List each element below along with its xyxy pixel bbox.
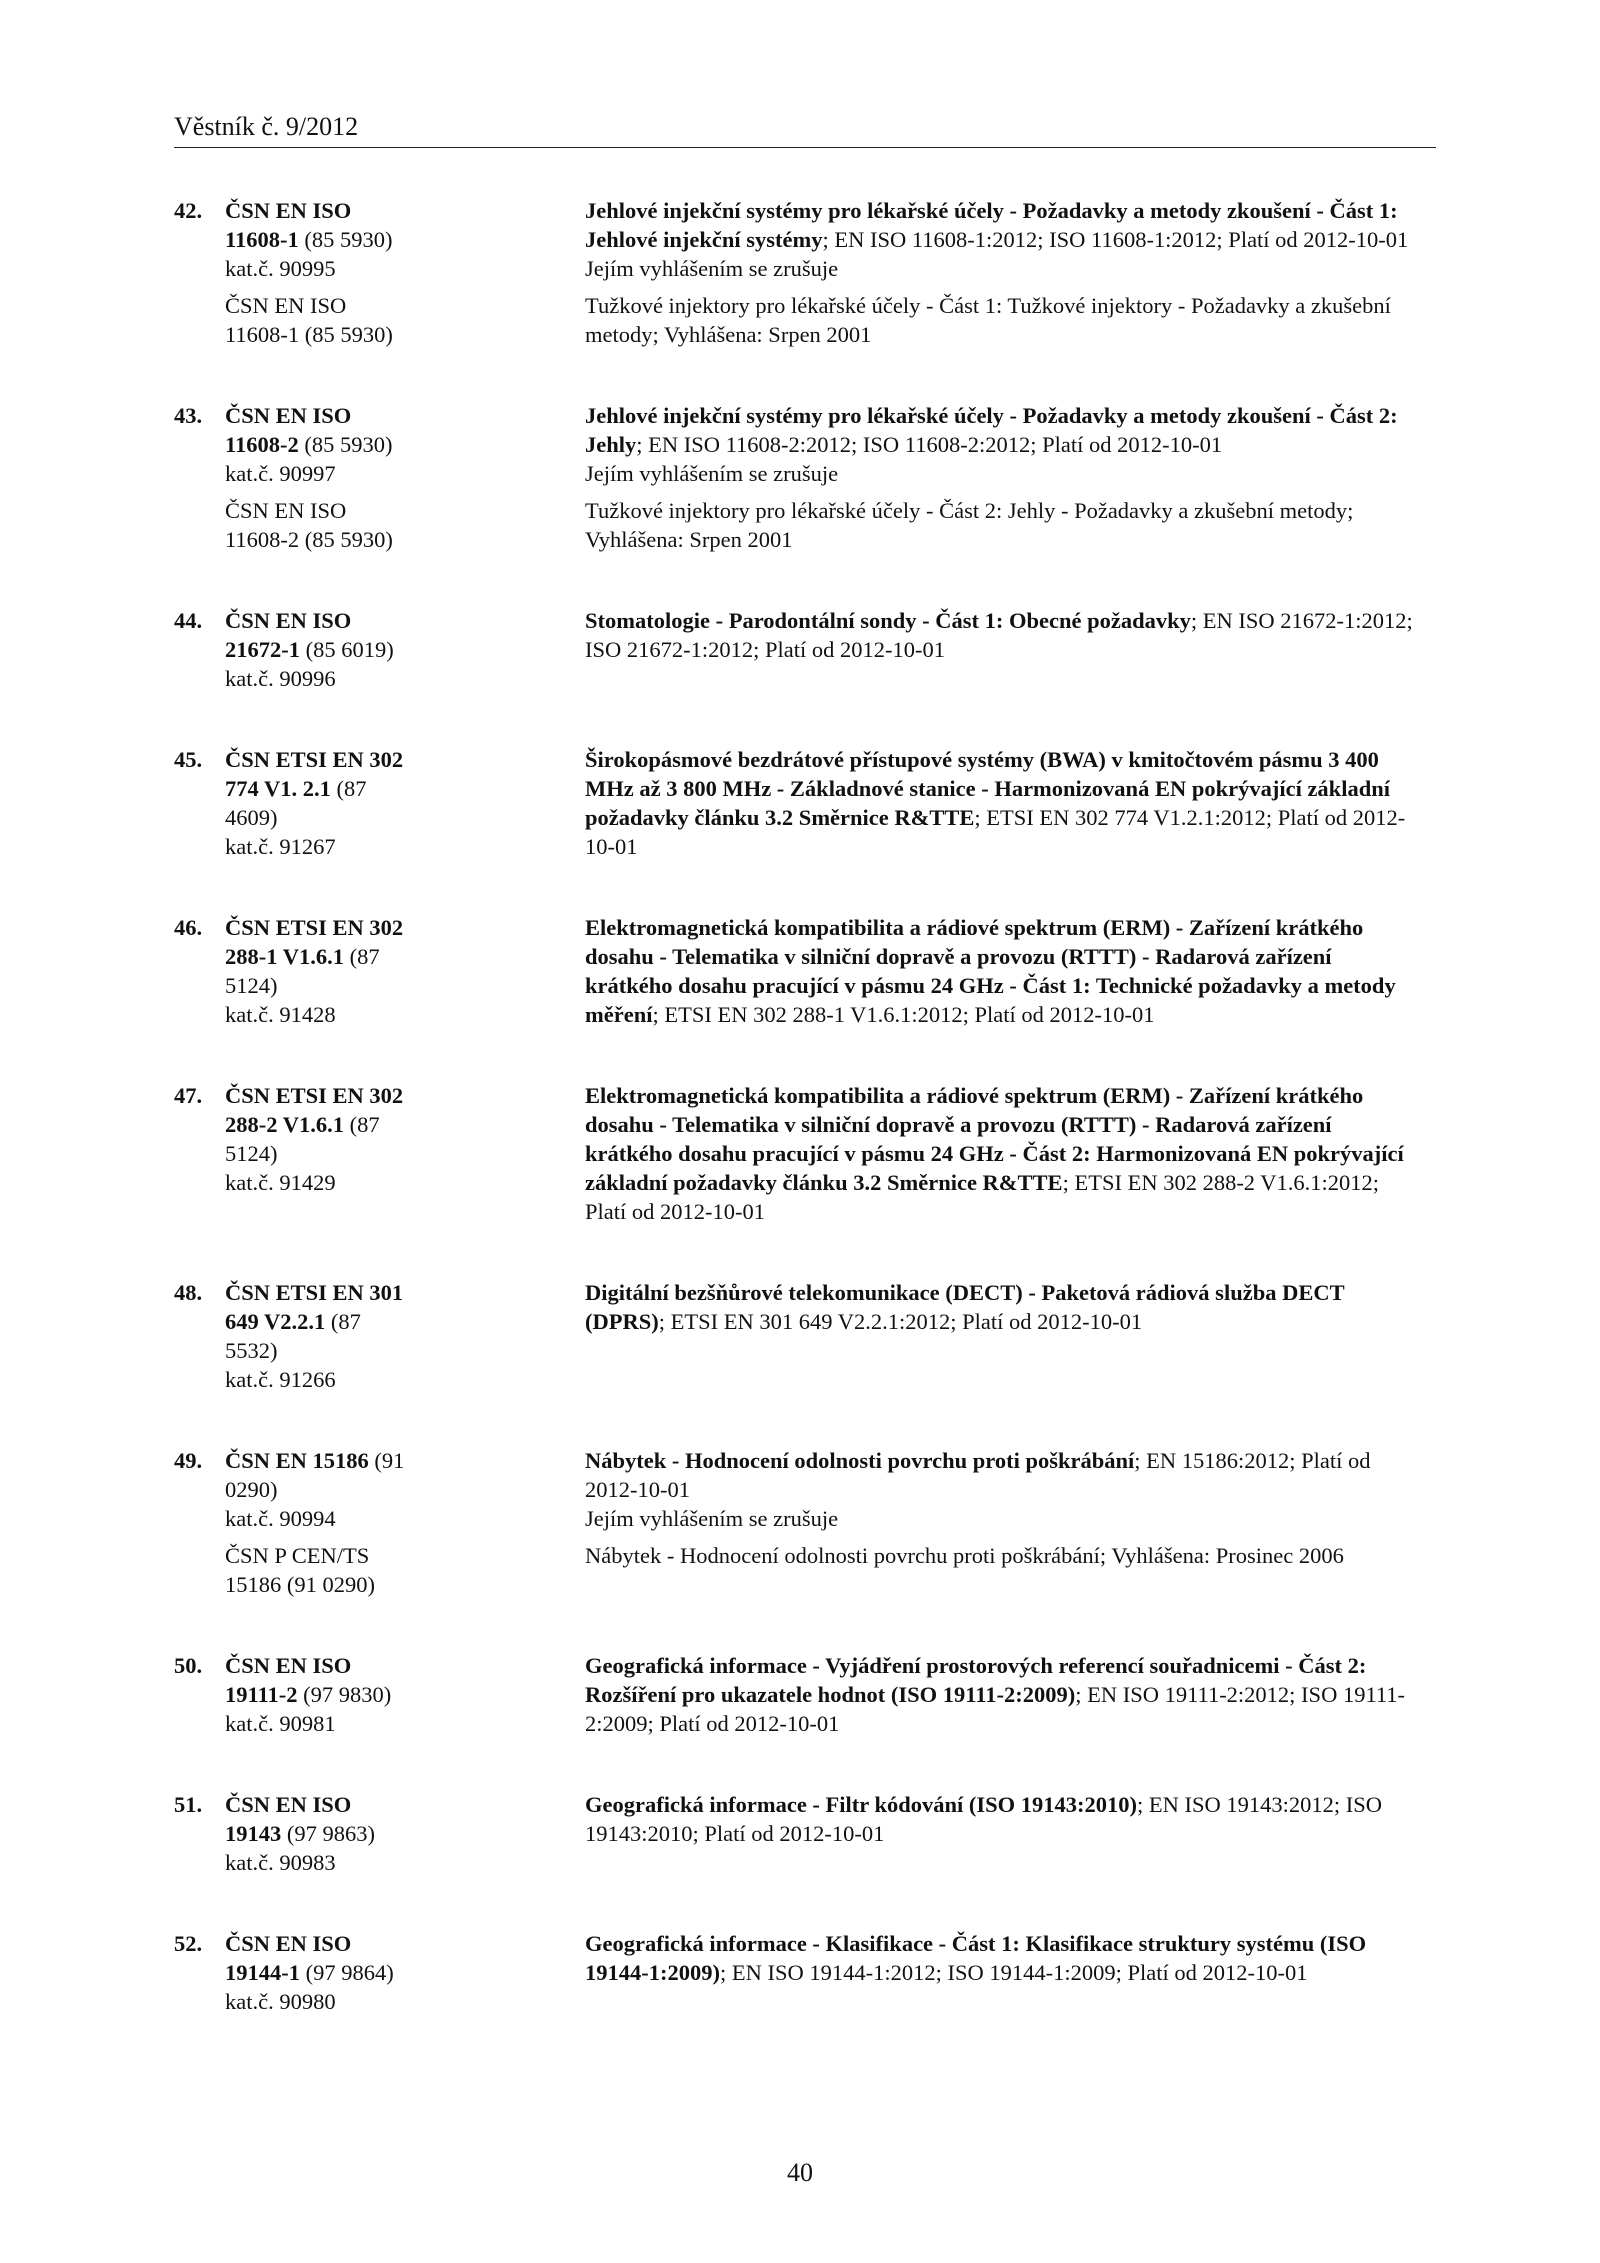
standard-title [585,913,1415,1029]
journal-header: Věstník č. 9/2012 [174,112,359,141]
standard-ident [0,913,411,1029]
standard-code: ČSN EN ISO 19143 [225,1792,352,1846]
catalog-number: kat.č. 90983 [225,1850,336,1875]
supersedes-note: Jejím vyhlášením se zrušuje [585,461,839,486]
title-bold: Nábytek - Hodnocení odolnosti povrchu proti poškrábání [585,1448,1135,1473]
entry-number: 43. [174,403,203,428]
class-code: (87 5124) [225,944,380,998]
title-bold: Širokopásmové bezdrátové přístupové systémy (BWA) v kmitočtovém pásmu 3 400 MHz až 3 800 MHz - Základnové stanice - Harmonizovaná EN pokrývající základní požadavky článku 3.2 Směrnice R&TTE [585,747,1390,830]
entry-number: 45. [174,747,203,772]
replaced-standard-code: ČSN EN ISO 11608-1 (85 5930) [225,293,393,347]
replaced-standard-text: Tužkové injektory pro lékařské účely - Část 2: Jehly - Požadavky a zkušební metody; Vyhlášena: Srpen 2001 [585,498,1354,552]
catalog-number: kat.č. 91429 [225,1170,336,1195]
class-code: (87 5124) [225,1112,380,1166]
entry-number: 52. [174,1931,203,1956]
standard-ident [0,745,411,861]
catalog-number: kat.č. 90980 [225,1989,336,2014]
catalog-number: kat.č. 91267 [225,834,336,859]
standard-ident [0,1929,411,2016]
entry-number: 49. [174,1448,203,1473]
standard-code: ČSN EN ISO 11608-1 [225,198,352,252]
header-rule [174,147,1436,148]
standard-ident [0,1651,411,1738]
title-bold: Elektromagnetická kompatibilita a rádiové spektrum (ERM) - Zařízení krátkého dosahu - Telematika v silniční dopravě a provozu (RTTT) - Radarová zařízení krátkého dosahu pracující v pásmu 24 GHz - Část 1: Technické požadavky a metody měření [585,915,1396,1027]
standard-title [585,401,1415,488]
catalog-number: kat.č. 90981 [225,1711,336,1736]
standard-ident [0,1790,411,1877]
standard-code: ČSN ETSI EN 302 288-1 V1.6.1 [225,915,404,969]
title-details: ; EN ISO 19144-1:2012; ISO 19144-1:2009; Platí od 2012-10-01 [719,1960,1308,1985]
title-details: ; EN ISO 11608-2:2012; ISO 11608-2:2012; Platí od 2012-10-01 [636,432,1223,457]
catalog-number: kat.č. 91266 [225,1367,336,1392]
title-bold: Jehlové injekční systémy pro lékařské účely - Požadavky a metody zkoušení - Část 2: Jehly [585,403,1398,457]
standard-ident [0,196,411,283]
title-details: ; ETSI EN 302 288-2 V1.6.1:2012; Platí od 2012-10-01 [585,1170,1380,1224]
standard-title [585,1081,1415,1226]
standard-title [585,745,1415,861]
title-bold: Digitální bezšňůrové telekomunikace (DECT) - Paketová rádiová služba DECT (DPRS) [585,1280,1345,1334]
title-details: ; EN 15186:2012; Platí od 2012-10-01 [585,1448,1371,1502]
standard-entry [0,1278,1600,1394]
replaced-standard-text: Nábytek - Hodnocení odolnosti povrchu proti poškrábání; Vyhlášena: Prosinec 2006 [585,1543,1344,1568]
title-details: ; ETSI EN 302 288-1 V1.6.1:2012; Platí od 2012-10-01 [652,1002,1155,1027]
standard-entry [0,196,1600,349]
standard-code: ČSN ETSI EN 302 288-2 V1.6.1 [225,1083,404,1137]
entry-number: 48. [174,1280,203,1305]
title-details: ; ETSI EN 301 649 V2.2.1:2012; Platí od 2012-10-01 [658,1309,1143,1334]
standard-title [585,1790,1415,1877]
title-details: ; EN ISO 21672-1:2012; ISO 21672-1:2012; Platí od 2012-10-01 [585,608,1413,662]
standard-ident [0,401,411,488]
class-code: (97 9863) [286,1821,375,1846]
standard-code: ČSN EN 15186 [225,1448,369,1473]
class-code: (85 6019) [305,637,394,662]
entry-number: 47. [174,1083,203,1108]
standard-title [585,606,1415,693]
title-bold: Jehlové injekční systémy pro lékařské účely - Požadavky a metody zkoušení - Část 1: Jehlové injekční systémy [585,198,1398,252]
title-bold: Stomatologie - Parodontální sondy - Část 1: Obecné požadavky [585,608,1191,633]
class-code: (85 5930) [304,227,393,252]
supersedes-note: Jejím vyhlášením se zrušuje [585,256,839,281]
standard-ident [0,606,411,693]
standard-ident [0,1278,411,1394]
standard-ident [0,1081,411,1226]
standard-code: ČSN EN ISO 19144-1 [225,1931,352,1985]
standard-title [585,196,1415,283]
standard-ident [0,1446,411,1533]
title-details: ; EN ISO 19143:2012; ISO 19143:2010; Platí od 2012-10-01 [585,1792,1383,1846]
replaced-standard-text: Tužkové injektory pro lékařské účely - Část 1: Tužkové injektory - Požadavky a zkušební metody; Vyhlášena: Srpen 2001 [585,293,1391,347]
standard-entry [0,745,1600,861]
title-details: ; ETSI EN 302 774 V1.2.1:2012; Platí od 2012-10-01 [585,805,1406,859]
standard-title [585,1278,1415,1394]
standard-code: ČSN EN ISO 19111-2 [225,1653,352,1707]
class-code: (97 9830) [303,1682,392,1707]
entry-number: 44. [174,608,203,633]
catalog-number: kat.č. 90997 [225,461,336,486]
title-bold: Geografická informace - Klasifikace - Část 1: Klasifikace struktury systému (ISO 19144-1:2009) [585,1931,1367,1985]
title-details: ; EN ISO 19111-2:2012; ISO 19111-2:2009; Platí od 2012-10-01 [585,1682,1406,1736]
standard-code: ČSN ETSI EN 301 649 V2.2.1 [225,1280,404,1334]
title-bold: Elektromagnetická kompatibilita a rádiové spektrum (ERM) - Zařízení krátkého dosahu - Telematika v silniční dopravě a provozu (RTTT) - Radarová zařízení krátkého dosahu pracující v pásmu 24 GHz - Část 2: Harmonizovaná EN pokrývající základní požadavky článku 3.2 Směrnice R&TTE [585,1083,1404,1195]
standard-code: ČSN ETSI EN 302 774 V1. 2.1 [225,747,404,801]
standard-entry [0,1790,1600,1877]
replaced-standard-code: ČSN EN ISO 11608-2 (85 5930) [225,498,393,552]
standard-title [585,1446,1415,1533]
class-code: (97 9864) [305,1960,394,1985]
title-details: ; EN ISO 11608-1:2012; ISO 11608-1:2012; Platí od 2012-10-01 [822,227,1409,252]
replaced-standard-code: ČSN P CEN/TS 15186 (91 0290) [225,1543,375,1597]
standard-entry [0,606,1600,693]
entry-number: 46. [174,915,203,940]
entry-number: 42. [174,198,203,223]
class-code: (87 4609) [225,776,367,830]
class-code: (87 5532) [225,1309,361,1363]
standard-code: ČSN EN ISO 11608-2 [225,403,352,457]
standard-entry [0,401,1600,554]
standard-entry [0,1081,1600,1226]
entry-number: 50. [174,1653,203,1678]
supersedes-note: Jejím vyhlášením se zrušuje [585,1506,839,1531]
standard-entry [0,1651,1600,1738]
standard-code: ČSN EN ISO 21672-1 [225,608,352,662]
entry-number: 51. [174,1792,203,1817]
standard-entry [0,1929,1600,2016]
catalog-number: kat.č. 90995 [225,256,336,281]
catalog-number: kat.č. 90994 [225,1506,336,1531]
page-number: 40 [787,2158,813,2187]
title-bold: Geografická informace - Vyjádření prostorových referencí souřadnicemi - Část 2: Rozšíření pro ukazatele hodnot (ISO 19111-2:2009) [585,1653,1367,1707]
standard-entry [0,1446,1600,1599]
catalog-number: kat.č. 91428 [225,1002,336,1027]
class-code: (85 5930) [304,432,393,457]
standard-title [585,1929,1415,2016]
class-code: (91 0290) [225,1448,405,1502]
catalog-number: kat.č. 90996 [225,666,336,691]
standards-list [0,196,1600,2068]
standard-title [585,1651,1415,1738]
standard-entry [0,913,1600,1029]
title-bold: Geografická informace - Filtr kódování (ISO 19143:2010) [585,1792,1138,1817]
